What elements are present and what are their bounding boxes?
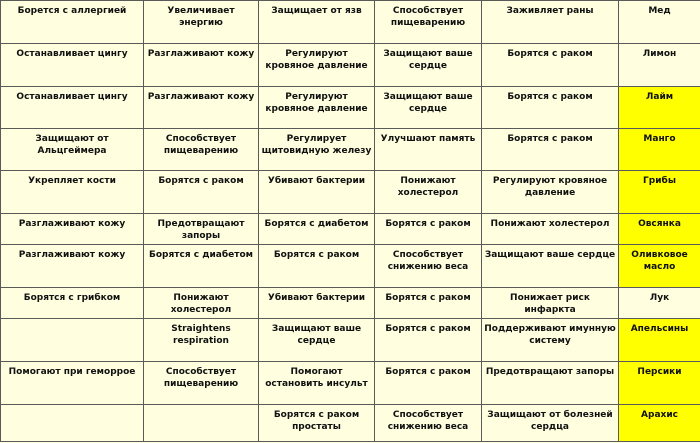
benefit-cell: Помогают при геморрое — [1, 362, 144, 405]
food-name-cell: Персики — [619, 362, 700, 405]
benefit-cell — [1, 319, 144, 362]
benefit-cell: Способствует пищеварению — [375, 1, 482, 44]
benefit-cell: Заживляет раны — [482, 1, 619, 44]
benefit-cell: Защищают ваше сердце — [375, 44, 482, 87]
benefit-cell: Борятся с грибком — [1, 288, 144, 319]
benefit-cell: Разглаживают кожу — [144, 87, 259, 129]
benefit-cell: Укрепляет кости — [1, 171, 144, 214]
benefit-cell: Защищают ваше сердце — [375, 87, 482, 129]
benefit-cell: Регулируют кровяное давление — [482, 171, 619, 214]
table-row — [1, 214, 700, 245]
benefit-cell: Поддерживают имунную систему — [482, 319, 619, 362]
table-row — [1, 1, 700, 44]
benefit-cell — [1, 405, 144, 442]
food-name-cell: Грибы — [619, 171, 700, 214]
table-row — [1, 319, 700, 362]
benefit-cell: Борятся с раком — [375, 362, 482, 405]
food-name-cell: Оливковое масло — [619, 245, 700, 288]
benefit-cell: Разглаживают кожу — [1, 214, 144, 245]
benefit-cell: Борятся с раком — [144, 171, 259, 214]
food-name-cell: Манго — [619, 129, 700, 171]
benefit-cell: Защищают от Альцгеймера — [1, 129, 144, 171]
benefit-cell: Убивают бактерии — [259, 171, 375, 214]
benefit-cell: Борятся с раком — [375, 319, 482, 362]
benefit-cell: Борятся с раком — [375, 288, 482, 319]
table-row — [1, 288, 700, 319]
benefit-cell: Борятся с диабетом — [259, 214, 375, 245]
food-name-cell: Лайм — [619, 87, 700, 129]
benefit-cell: Straightens respiration — [144, 319, 259, 362]
table-row — [1, 44, 700, 87]
benefit-cell: Защищают ваше сердце — [259, 319, 375, 362]
benefit-cell: Борятся с раком простаты — [259, 405, 375, 442]
table-row — [1, 405, 700, 442]
benefit-cell: Останавливает цингу — [1, 87, 144, 129]
benefit-cell: Убивают бактерии — [259, 288, 375, 319]
food-name-cell: Арахис — [619, 405, 700, 442]
benefit-cell: Способствует снижению веса — [375, 245, 482, 288]
table-row — [1, 171, 700, 214]
benefit-cell: Разглаживают кожу — [144, 44, 259, 87]
benefit-cell: Борятся с раком — [482, 44, 619, 87]
benefit-cell: Регулирует щитовидную железу — [259, 129, 375, 171]
benefit-cell: Борятся с раком — [482, 87, 619, 129]
food-name-cell: Лук — [619, 288, 700, 319]
benefit-cell: Способствует пищеварению — [144, 362, 259, 405]
table-row — [1, 362, 700, 405]
food-name-cell: Лимон — [619, 44, 700, 87]
benefit-cell: Предотвращают запоры — [144, 214, 259, 245]
benefit-cell: Понижает риск инфаркта — [482, 288, 619, 319]
benefit-cell: Регулируют кровяное давление — [259, 44, 375, 87]
benefit-cell: Способствует снижению веса — [375, 405, 482, 442]
benefit-cell: Защищают ваше сердце — [482, 245, 619, 288]
benefit-cell: Разглаживают кожу — [1, 245, 144, 288]
food-name-cell: Мед — [619, 1, 700, 44]
benefit-cell: Защищает от язв — [259, 1, 375, 44]
benefit-cell: Увеличивает энергию — [144, 1, 259, 44]
benefit-cell: Борятся с диабетом — [144, 245, 259, 288]
table-row — [1, 245, 700, 288]
benefit-cell: Защищают от болезней сердца — [482, 405, 619, 442]
benefit-cell: Борятся с раком — [482, 129, 619, 171]
table-row — [1, 129, 700, 171]
benefit-cell: Регулируют кровяное давление — [259, 87, 375, 129]
benefit-cell: Предотвращают запоры — [482, 362, 619, 405]
benefit-cell: Улучшают память — [375, 129, 482, 171]
benefit-cell: Борятся с раком — [259, 245, 375, 288]
benefit-cell: Борятся с раком — [375, 214, 482, 245]
food-name-cell: Овсянка — [619, 214, 700, 245]
benefit-cell: Останавливает цингу — [1, 44, 144, 87]
benefit-cell — [144, 405, 259, 442]
benefit-cell: Борется с аллергией — [1, 1, 144, 44]
benefit-cell: Помогают остановить инсульт — [259, 362, 375, 405]
benefit-cell: Понижают холестерол — [144, 288, 259, 319]
benefit-cell: Понижают холестерол — [375, 171, 482, 214]
food-name-cell: Апельсины — [619, 319, 700, 362]
table-row — [1, 87, 700, 129]
benefit-cell: Понижают холестерол — [482, 214, 619, 245]
benefit-cell: Способствует пищеварению — [144, 129, 259, 171]
